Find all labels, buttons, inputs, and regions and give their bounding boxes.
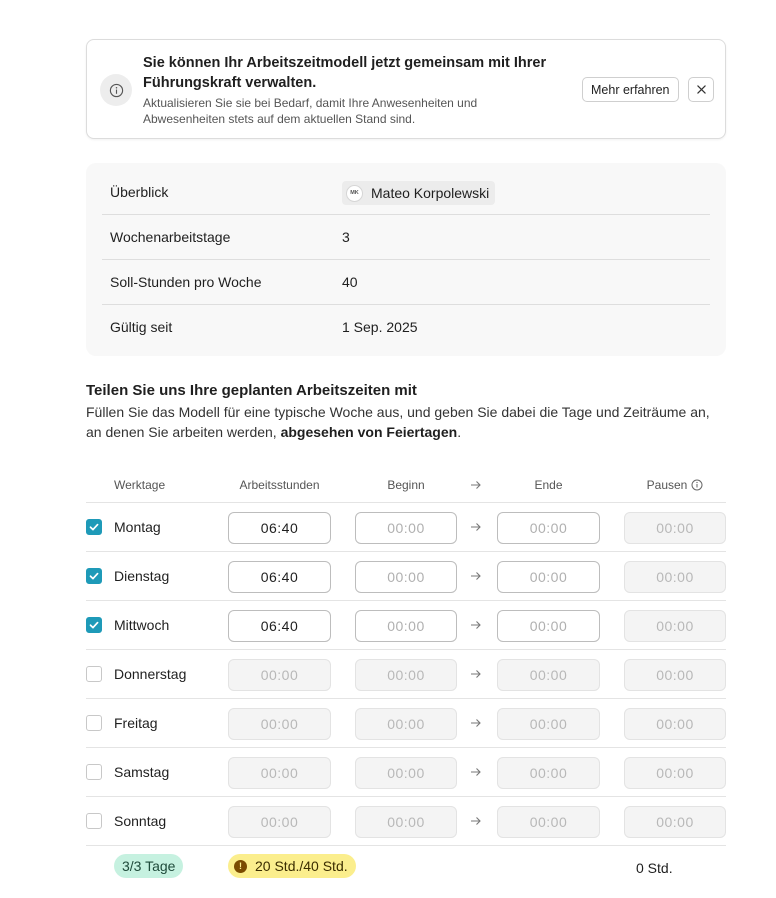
overview-row-workdays: [102, 215, 710, 260]
begin-input[interactable]: 00:00: [355, 610, 457, 642]
header-breaks: Pausen: [624, 478, 726, 492]
manager-chip[interactable]: [342, 181, 495, 205]
day-label: Freitag: [114, 715, 158, 731]
breaks-input: 00:00: [624, 659, 726, 691]
days-summary-badge: 3/3 Tage: [114, 854, 183, 878]
breaks-input: 00:00: [624, 708, 726, 740]
begin-input[interactable]: 00:00: [355, 512, 457, 544]
manager-name: Mateo Korpolewski: [371, 185, 490, 201]
schedule-title: Teilen Sie uns Ihre geplanten Arbeitszeiten mit: [86, 382, 417, 399]
table-row: [86, 601, 726, 650]
day-checkbox[interactable]: [86, 764, 102, 780]
close-banner-button[interactable]: [688, 77, 714, 102]
begin-input[interactable]: 00:00: [355, 757, 457, 789]
day-checkbox[interactable]: [86, 519, 102, 535]
table-row: [86, 503, 726, 552]
end-input[interactable]: 00:00: [497, 561, 600, 593]
header-end: Ende: [534, 478, 563, 492]
end-input[interactable]: 00:00: [497, 806, 600, 838]
workdays-value: 3: [342, 229, 350, 245]
valid-label: Gültig seit: [110, 319, 173, 335]
arrow-right-icon: [470, 619, 482, 631]
hours-input[interactable]: 00:00: [228, 708, 331, 740]
day-label: Dienstag: [114, 568, 170, 584]
day-label: Samstag: [114, 764, 170, 780]
banner-subtitle: Aktualisieren Sie sie bei Bedarf, damit Ihre Anwesenheiten und Abwesenheiten stets auf dem aktuellen Stand sind.: [143, 96, 478, 126]
learn-more-button[interactable]: Mehr erfahren: [582, 77, 679, 102]
arrow-right-icon: [470, 521, 482, 533]
day-label: Donnerstag: [114, 666, 187, 682]
day-checkbox[interactable]: [86, 715, 102, 731]
begin-input[interactable]: 00:00: [355, 708, 457, 740]
valid-value: 1 Sep. 2025: [342, 319, 418, 335]
workdays-label: Wochenarbeitstage: [110, 229, 231, 245]
hours-input[interactable]: 06:40: [228, 610, 331, 642]
table-row: [86, 699, 726, 748]
hours-value: 40: [342, 274, 358, 290]
warning-icon: !: [234, 860, 247, 873]
begin-input[interactable]: 00:00: [355, 561, 457, 593]
overview-row-valid: [102, 305, 710, 350]
table-row: [86, 650, 726, 699]
breaks-input: 00:00: [624, 757, 726, 789]
begin-input[interactable]: 00:00: [355, 806, 457, 838]
day-checkbox[interactable]: [86, 666, 102, 682]
arrow-right-icon: [470, 668, 482, 680]
end-input[interactable]: 00:00: [497, 610, 600, 642]
table-row: [86, 552, 726, 601]
close-icon: [697, 85, 706, 94]
breaks-input: 00:00: [624, 610, 726, 642]
info-icon: [100, 74, 132, 106]
schedule-description: Füllen Sie das Modell für eine typische Woche aus, und geben Sie dabei die Tage und Zeiträume an, an denen Sie arbeiten werden, abgesehen von Feiertagen.: [86, 404, 710, 440]
info-banner: [86, 39, 726, 139]
arrow-right-icon: [470, 766, 482, 778]
hours-summary-badge: ! 20 Std./40 Std.: [228, 854, 356, 878]
hours-input[interactable]: 06:40: [228, 561, 331, 593]
breaks-input: 00:00: [624, 806, 726, 838]
hours-input[interactable]: 00:00: [228, 659, 331, 691]
hours-input[interactable]: 00:00: [228, 757, 331, 789]
table-row: [86, 748, 726, 797]
end-input[interactable]: 00:00: [497, 757, 600, 789]
end-input[interactable]: 00:00: [497, 512, 600, 544]
end-input[interactable]: 00:00: [497, 659, 600, 691]
header-days: Werktage: [114, 478, 166, 492]
day-checkbox[interactable]: [86, 617, 102, 633]
hours-input[interactable]: 06:40: [228, 512, 331, 544]
arrow-right-icon: [470, 479, 482, 491]
overview-row-hours: [102, 260, 710, 305]
avatar: MK: [346, 185, 363, 202]
end-input[interactable]: 00:00: [497, 708, 600, 740]
day-label: Montag: [114, 519, 161, 535]
banner-title: Sie können Ihr Arbeitszeitmodell jetzt gemeinsam mit Ihrer Führungskraft verwalten.: [143, 55, 547, 91]
info-icon[interactable]: [691, 479, 703, 491]
hours-label: Soll-Stunden pro Woche: [110, 274, 262, 290]
hours-input[interactable]: 00:00: [228, 806, 331, 838]
arrow-right-icon: [470, 570, 482, 582]
overview-card: [86, 163, 726, 356]
table-row: [86, 797, 726, 846]
day-label: Mittwoch: [114, 617, 170, 633]
breaks-total: 0 Std.: [636, 860, 673, 876]
arrow-right-icon: [470, 717, 482, 729]
day-label: Sonntag: [114, 813, 167, 829]
day-checkbox[interactable]: [86, 568, 102, 584]
breaks-input: 00:00: [624, 561, 726, 593]
day-checkbox[interactable]: [86, 813, 102, 829]
overview-row-manager: [102, 170, 710, 215]
header-begin: Beginn: [387, 478, 425, 492]
arrow-right-icon: [470, 815, 482, 827]
breaks-input: 00:00: [624, 512, 726, 544]
begin-input[interactable]: 00:00: [355, 659, 457, 691]
header-hours: Arbeitsstunden: [239, 478, 320, 492]
overview-label: Überblick: [110, 184, 169, 200]
